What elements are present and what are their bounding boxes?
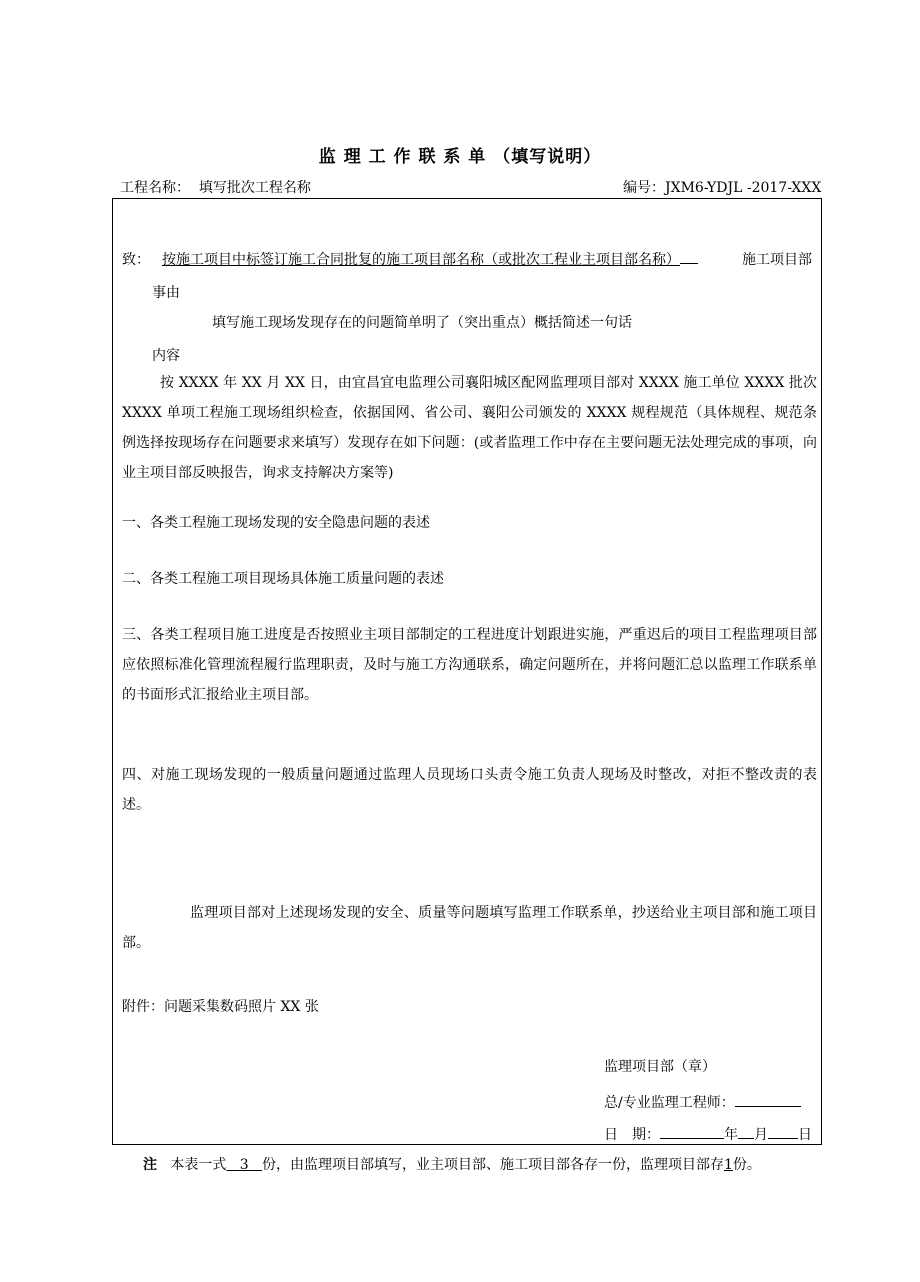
- document-title: 监 理 工 作 联 系 单 （填写说明）: [318, 147, 602, 167]
- copies-total: 3: [239, 1157, 249, 1173]
- signature-department: 监理项目部（章）: [604, 1059, 716, 1075]
- signature-date: [604, 1124, 812, 1144]
- signature-engineer: [604, 1092, 801, 1112]
- note-text-c: 份。: [732, 1157, 761, 1173]
- date-month: 月: [754, 1127, 768, 1143]
- issue-item-4: 四、对施工现场发现的一般质量问题通过监理人员现场口头责令施工负责人现场及时整改，对拒不整改责的表述。: [122, 767, 817, 813]
- reason-value: 填写施工现场发现存在的问题简单明了（突出重点）概括简述一句话: [212, 315, 632, 331]
- footnote: [143, 1154, 761, 1174]
- document-number: [623, 177, 821, 197]
- document-number-label: 编号：: [623, 180, 665, 196]
- recipient-label: 致：: [122, 252, 150, 268]
- attachment-line: 附件：问题采集数码照片 XX 张: [122, 999, 319, 1015]
- issue-item-3: 三、各类工程项目施工进度是否按照业主项目部制定的工程进度计划跟进实施，严重迟后的项目工程监理项目部应依照标准化管理流程履行监理职责，及时与施工方沟通联系，确定问题所在，并将问题汇总以监理工作联系单的书面形式汇报给业主项目部。: [122, 627, 817, 703]
- note-label: 注: [143, 1157, 157, 1173]
- date-year: 年: [724, 1127, 738, 1143]
- engineer-blank: [735, 1092, 801, 1107]
- note-text-a: 本表一式: [170, 1157, 227, 1173]
- date-label: 日 期：: [604, 1127, 660, 1143]
- issue-item-2: 二、各类工程施工项目现场具体施工质量问题的表述: [122, 571, 444, 587]
- summary-paragraph: 监理项目部对上述现场发现的安全、质量等问题填写监理工作联系单，抄送给业主项目部和施工项目部。: [122, 905, 817, 951]
- document-number-value: JXM6-YDJL -2017-XXX: [665, 180, 822, 196]
- project-name-value: 填写批次工程名称: [198, 180, 311, 196]
- project-name: [120, 177, 311, 197]
- recipient-suffix: 施工项目部: [742, 252, 812, 268]
- issue-item-1: 一、各类工程施工现场发现的安全隐患问题的表述: [122, 515, 430, 531]
- project-name-label: 工程名称：: [120, 180, 190, 196]
- recipient-value: 按施工项目中标签订施工合同批复的施工项目部名称（或批次工程业主项目部名称）: [162, 252, 680, 268]
- engineer-label: 总/专业监理工程师：: [604, 1095, 735, 1111]
- recipient-line: [122, 249, 698, 269]
- content-intro: 按 XXXX 年 XX 月 XX 日，由宜昌宜电监理公司襄阳城区配网监理项目部对 XXXX 施工单位 XXXX 批次 XXXX 单项工程施工现场组织检查，依据国网、省公司、襄阳公司颁发的 XXXX 规程规范（具体规程、规范条例选择按现场存在问题要求来填写）发现存在如下问题：(或者监理工作中存在主要问题无法处理完成的事项，向业主项目部反映报告，询求支持解决方案等): [122, 375, 817, 481]
- note-text-b: 份，由监理项目部填写，业主项目部、施工项目部各存一份，监理项目部存: [262, 1157, 724, 1173]
- content-label: 内容: [152, 348, 180, 364]
- copies-keep: 1: [724, 1157, 733, 1173]
- date-day: 日: [798, 1127, 812, 1143]
- reason-label: 事由: [152, 285, 180, 301]
